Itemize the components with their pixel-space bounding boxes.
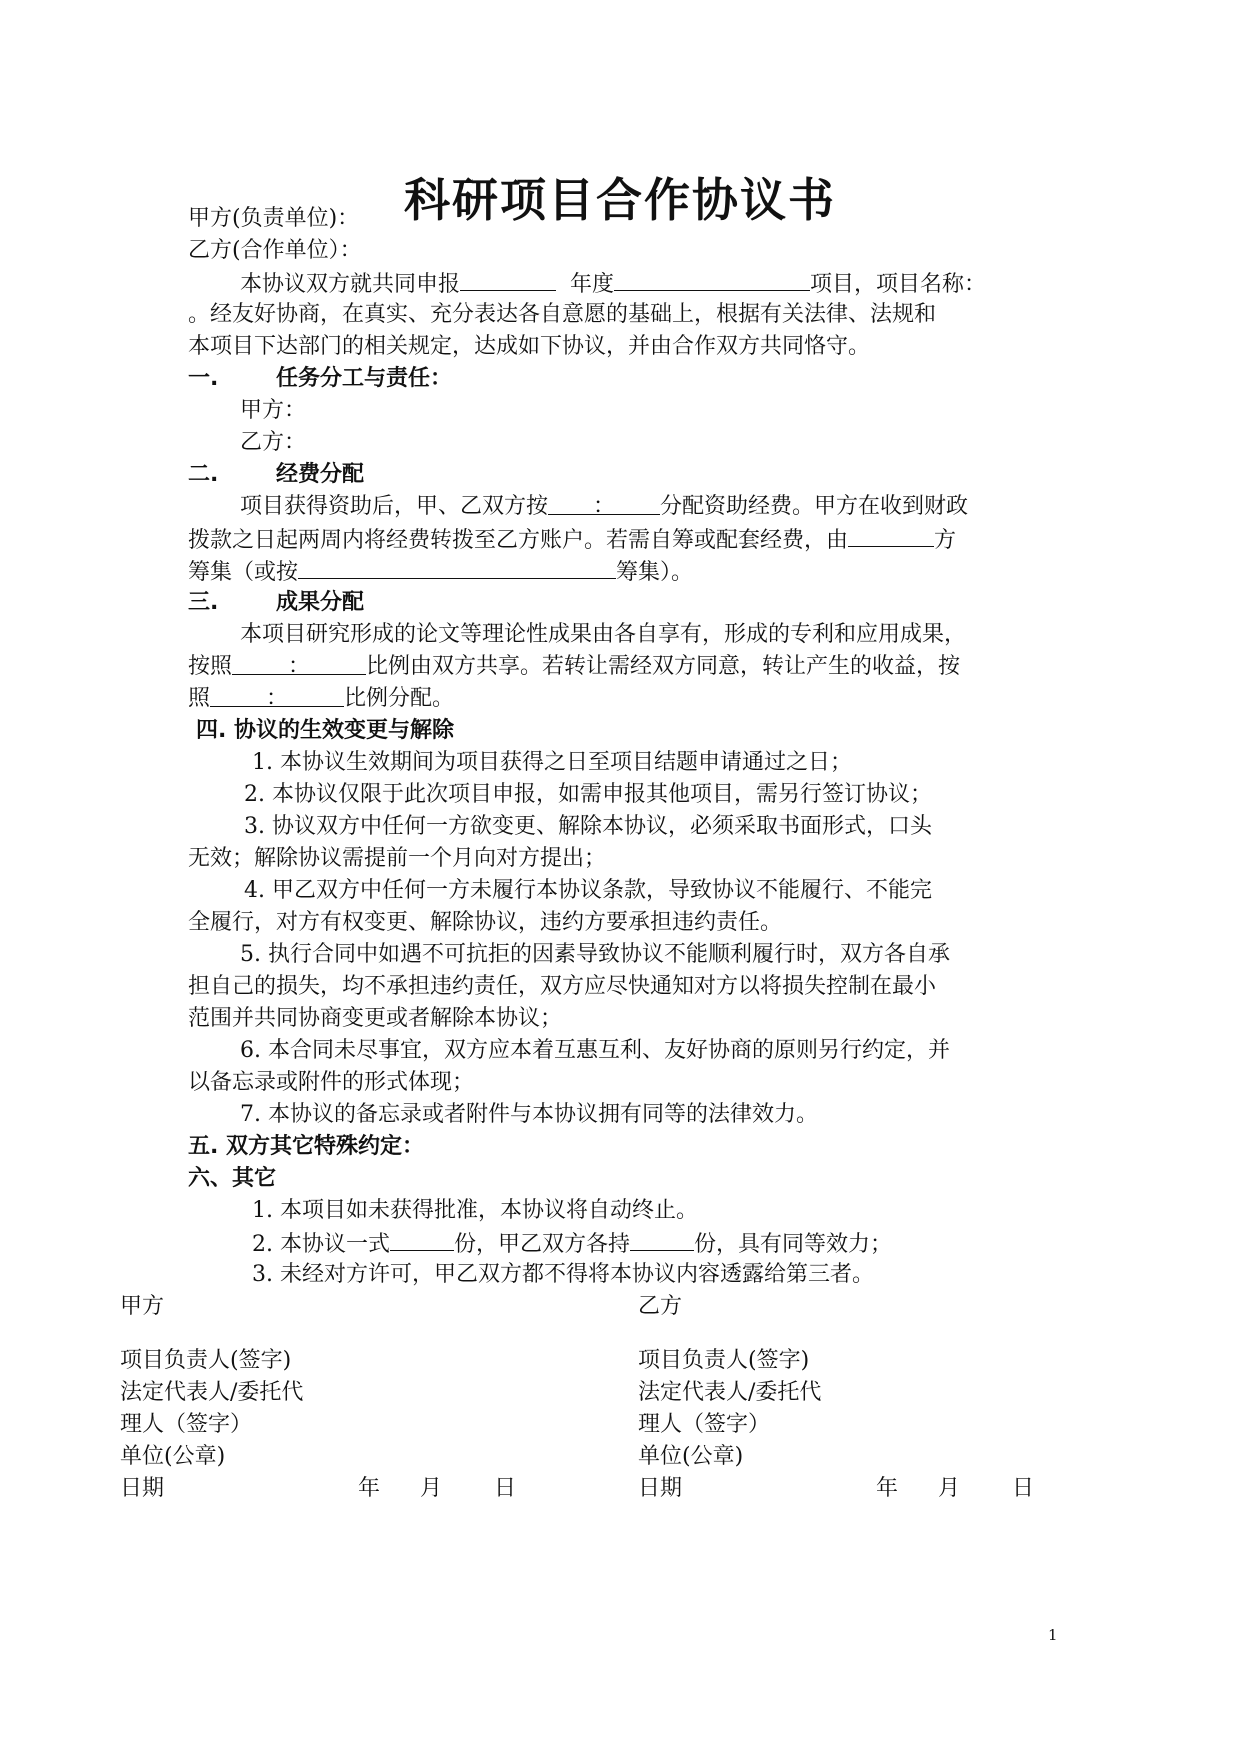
sign-b-rep-line-1: 法定代表人/委托代 — [638, 1380, 822, 1405]
intro-line-2: 。经友好协商，在真实、充分表达各自意愿的基础上，根据有关法律、法规和 — [188, 302, 937, 327]
section-5-heading: 五. 双方其它特殊约定： — [188, 1134, 425, 1159]
section-4-item-5-line-2: 担自己的损失，均不承担违约责任，双方应尽快通知对方以将损失控制在最小 — [188, 974, 937, 999]
intro-line-1: 本协议双方就共同申报 年度 项目，项目名称： — [240, 268, 986, 300]
section-2-line-1: 项目获得资助后，甲、乙双方按 ： 分配资助经费。甲方在收到财政 — [240, 494, 969, 519]
section-3-line-1: 本项目研究形成的论文等理论性成果由各自享有，形成的专利和应用成果， — [240, 622, 967, 647]
sign-b-seal: 单位(公章) — [638, 1444, 744, 1469]
sign-a-seal: 单位(公章) — [120, 1444, 226, 1469]
section-4-item-3-line-2: 无效；解除协议需提前一个月向对方提出； — [188, 846, 607, 871]
section-6-heading: 六、其它 — [188, 1166, 277, 1191]
year-blank — [460, 268, 556, 291]
sign-a-rep-line-2: 理人（签字） — [120, 1412, 253, 1437]
sign-party-b-label: 乙方 — [638, 1294, 683, 1319]
section-6-item-3: 3. 未经对方许可，甲乙双方都不得将本协议内容透露给第三者。 — [252, 1262, 874, 1287]
section-4-item-1: 1. 本协议生效期间为项目获得之日至项目结题申请通过之日； — [252, 750, 852, 775]
section-6-item-2: 2. 本协议一式 份，甲乙双方各持 份，具有同等效力； — [252, 1228, 892, 1260]
sign-party-a-label: 甲方 — [120, 1294, 165, 1319]
sign-a-date-label: 日期 — [120, 1476, 165, 1501]
section-3-line-2: 按照 ： 比例由双方共享。若转让需经双方同意，转让产生的收益，按 — [188, 654, 961, 679]
section-2-line-2: 拨款之日起两周内将经费转拨至乙方账户。若需自筹或配套经费，由 方 — [188, 524, 956, 556]
project-type-blank — [614, 268, 810, 291]
section-1-party-a: 甲方： — [240, 398, 307, 423]
section-1-party-b: 乙方： — [240, 430, 307, 455]
party-b-label: 乙方(合作单位）： — [188, 238, 362, 263]
section-2-heading: 二. 经费分配 — [188, 462, 365, 487]
sign-a-leader: 项目负责人(签字) — [120, 1348, 292, 1373]
party-a-label: 甲方(负责单位)： — [188, 206, 360, 231]
section-1-heading: 一. 任务分工与责任： — [188, 366, 453, 391]
section-4-item-6-line-1: 6. 本合同未尽事宜，双方应本着互惠互利、友好协商的原则另行约定，并 — [240, 1038, 950, 1063]
section-4-heading: 四. 协议的生效变更与解除 — [196, 718, 455, 743]
section-4-item-3-line-1: 3. 协议双方中任何一方欲变更、解除本协议，必须采取书面形式，口头 — [244, 814, 932, 839]
sign-b-day: 日 — [1012, 1476, 1035, 1501]
copies-each-blank — [630, 1228, 694, 1251]
sign-a-day: 日 — [494, 1476, 517, 1501]
section-4-item-5-line-3: 范围并共同协商变更或者解除本协议； — [188, 1006, 563, 1031]
section-6-item-1: 1. 本项目如未获得批准，本协议将自动终止。 — [252, 1198, 698, 1223]
section-4-item-2: 2. 本协议仅限于此次项目申报，如需申报其他项目，需另行签订协议； — [244, 782, 932, 807]
intro-line-3: 本项目下达部门的相关规定，达成如下协议，并由合作双方共同恪守。 — [188, 334, 871, 359]
copies-blank — [390, 1228, 454, 1251]
share-ratio-blank: ： — [232, 652, 366, 675]
sign-b-rep-line-2: 理人（签字） — [638, 1412, 771, 1437]
sign-b-date-label: 日期 — [638, 1476, 683, 1501]
sign-a-rep-line-1: 法定代表人/委托代 — [120, 1380, 304, 1405]
sign-a-month: 月 — [420, 1476, 443, 1501]
page-number: 1 — [1048, 1626, 1058, 1644]
ratio-blank: ： — [548, 492, 660, 515]
funding-party-blank — [848, 524, 934, 547]
section-4-item-6-line-2: 以备忘录或附件的形式体现； — [188, 1070, 475, 1095]
section-3-line-3: 照 ： 比例分配。 — [188, 686, 455, 711]
section-2-line-3: 筹集（或按 筹集）。 — [188, 556, 693, 588]
sign-b-year: 年 — [876, 1476, 899, 1501]
section-4-item-4-line-2: 全履行，对方有权变更、解除协议，违约方要承担违约责任。 — [188, 910, 783, 935]
income-ratio-blank: ： — [210, 684, 344, 707]
sign-b-leader: 项目负责人(签字) — [638, 1348, 810, 1373]
section-4-item-4-line-1: 4. 甲乙双方中任何一方未履行本协议条款，导致协议不能履行、不能完 — [244, 878, 932, 903]
section-4-item-5-line-1: 5. 执行合同中如遇不可抗拒的因素导致协议不能顺利履行时，双方各自承 — [240, 942, 950, 967]
sign-a-year: 年 — [358, 1476, 381, 1501]
sign-b-month: 月 — [938, 1476, 961, 1501]
document-title: 科研项目合作协议书 — [404, 173, 836, 227]
section-4-item-7: 7. 本协议的备忘录或者附件与本协议拥有同等的法律效力。 — [240, 1102, 818, 1127]
funding-method-blank — [298, 556, 616, 579]
section-3-heading: 三. 成果分配 — [188, 590, 365, 615]
